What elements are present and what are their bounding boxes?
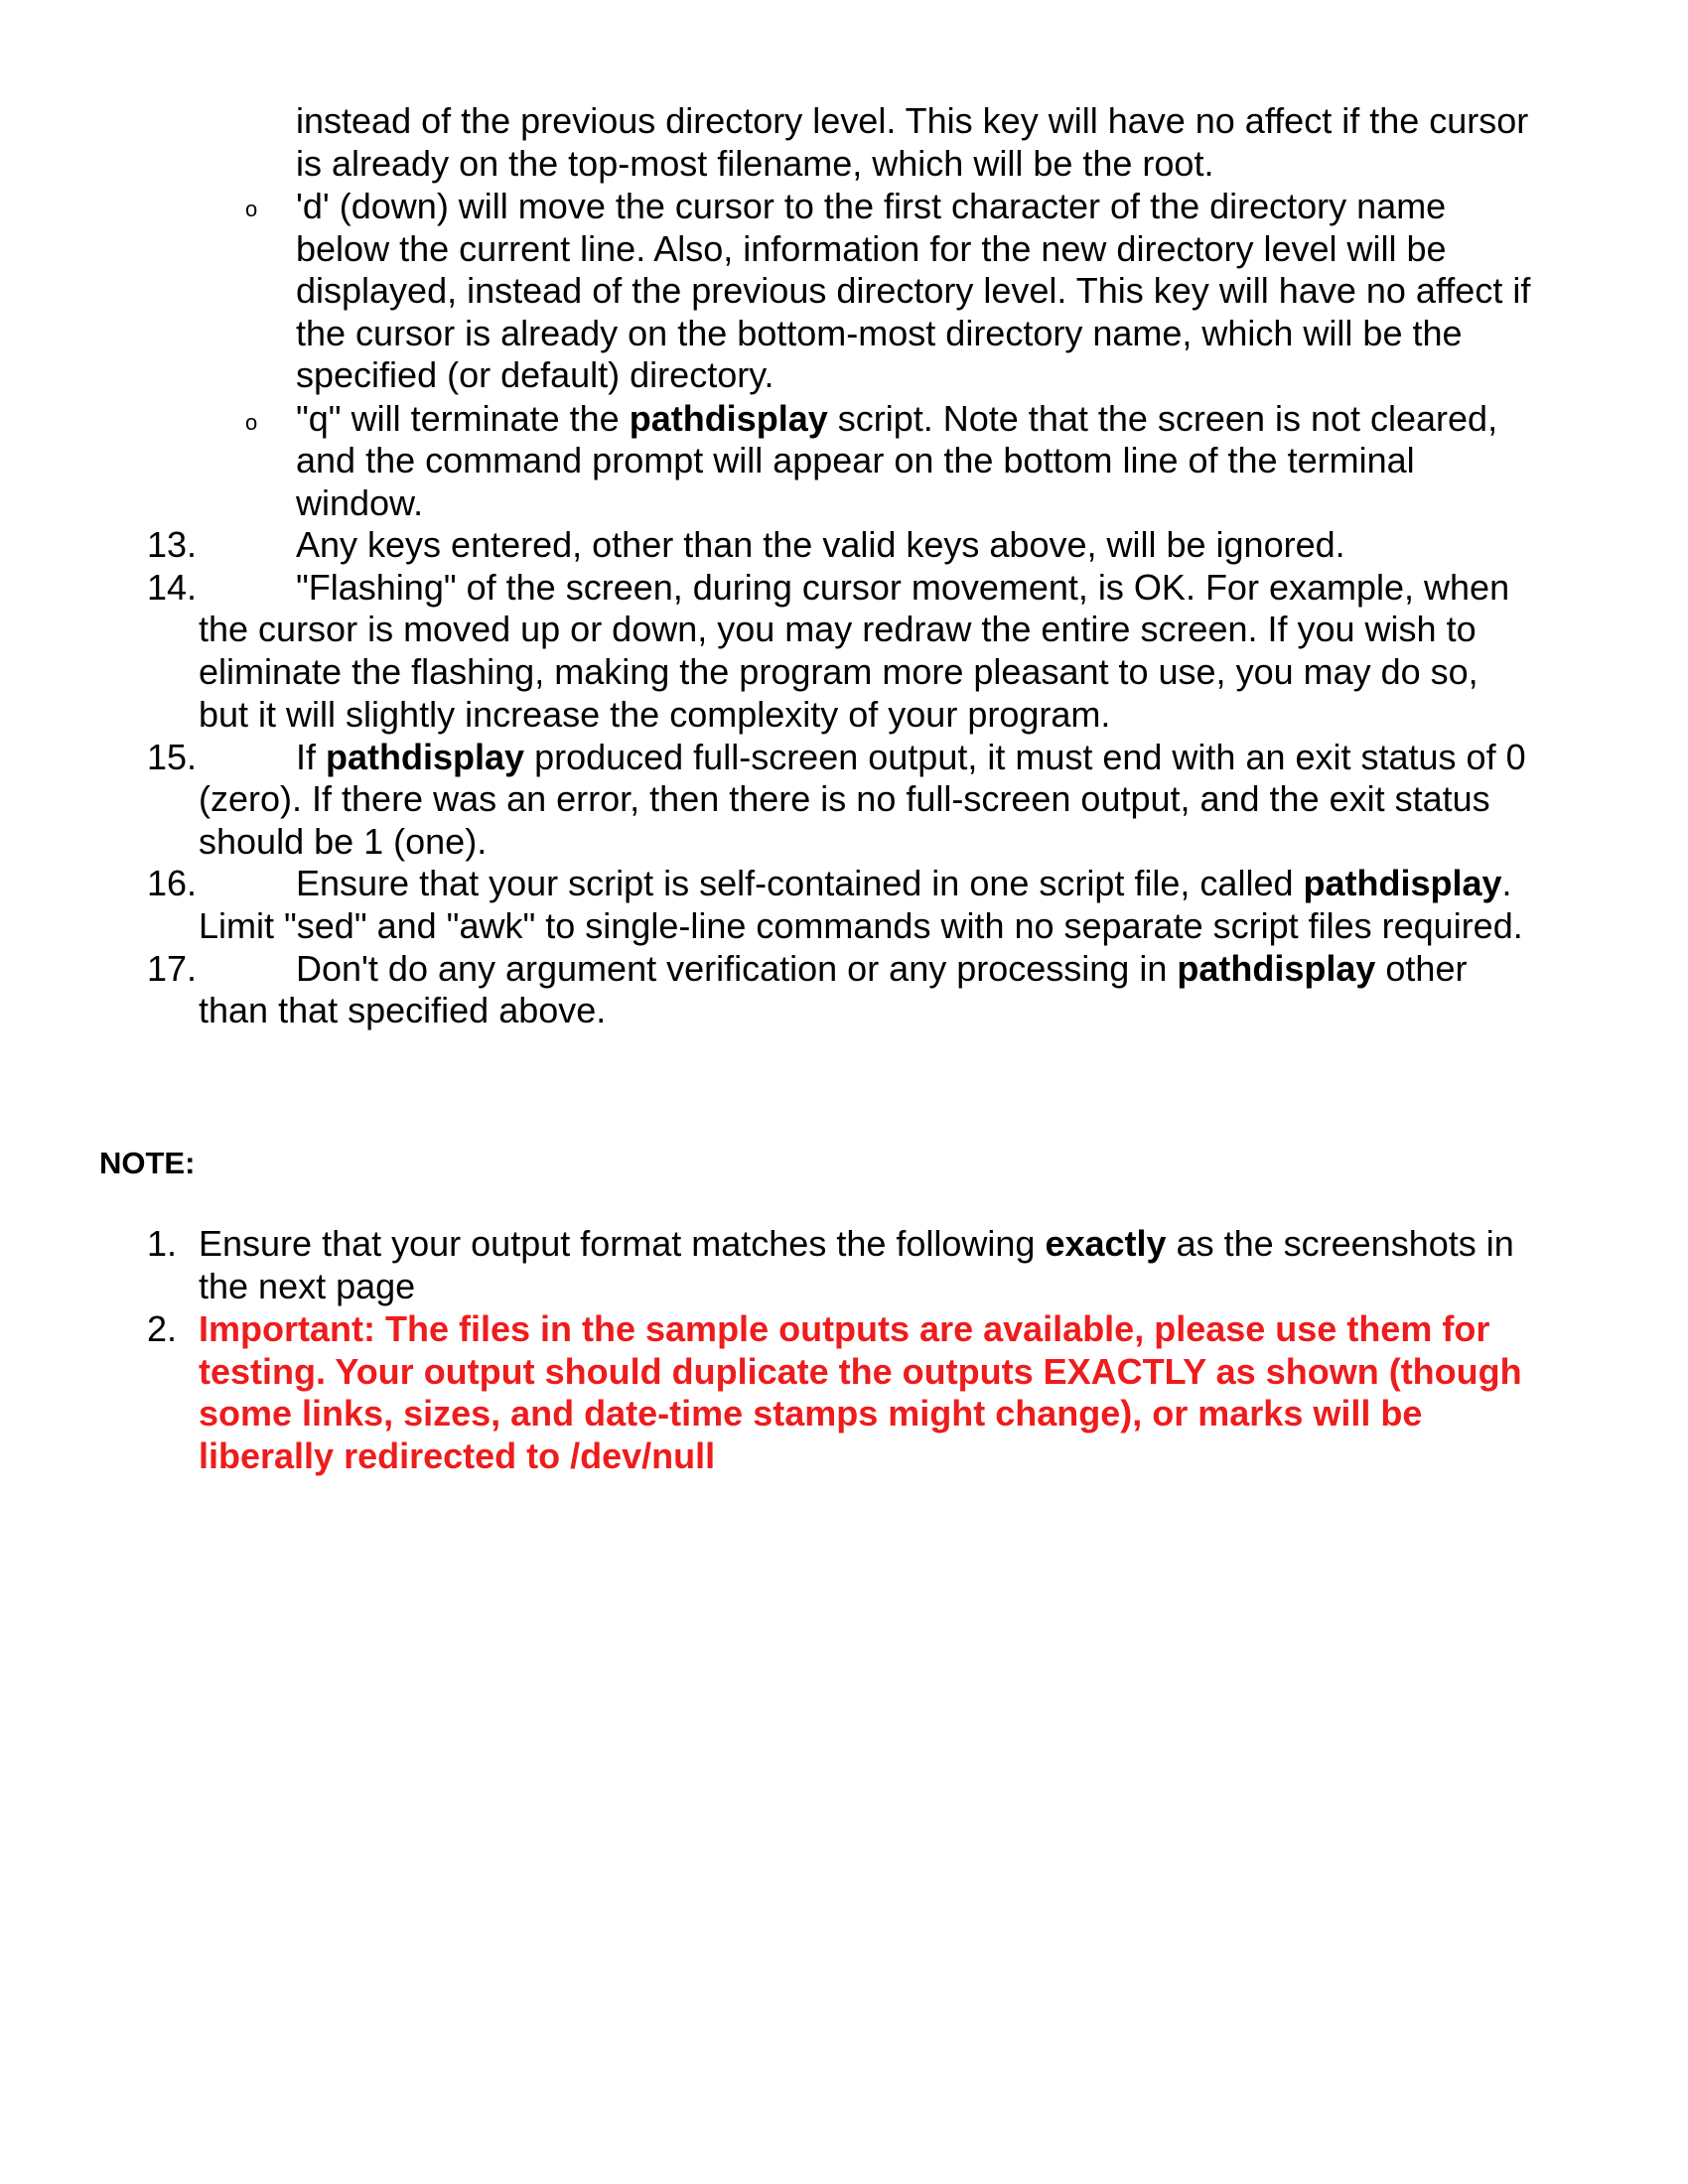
item-number: 15.	[147, 737, 198, 777]
note-1-emphasis: exactly	[1045, 1223, 1167, 1264]
item-number: 16.	[147, 863, 198, 903]
item-17-command: pathdisplay	[1177, 948, 1376, 989]
note-1-text-pre: Ensure that your output format matches the following	[199, 1223, 1046, 1264]
item-16-text-pre: Ensure that your script is self-contained in one script file, called	[296, 863, 1304, 903]
item-17-text: than that specified above.	[199, 990, 607, 1030]
note-number: 2.	[147, 1308, 178, 1349]
item-13-text: Any keys entered, other than the valid keys above, will be ignored.	[296, 524, 1345, 565]
note-1-text	[199, 1223, 1514, 1265]
note-2-important: liberally redirected to /dev/null	[199, 1435, 716, 1476]
bullet-icon: o	[245, 410, 258, 435]
bullet-q-line: and the command prompt will appear on the bottom line of the terminal	[296, 440, 1415, 480]
item-15-text-pre: If	[296, 737, 327, 777]
item-16-text-post: .	[1501, 863, 1512, 903]
item-15-text	[296, 737, 1526, 778]
item-16-text: Limit "sed" and "awk" to single-line commands with no separate script files required.	[199, 905, 1523, 946]
note-2-important: Important: The files in the sample outputs are available, please use them for	[199, 1308, 1490, 1349]
bullet-q-text: script. Note that the screen is not cleared,	[827, 398, 1498, 439]
bullet-d-line: displayed, instead of the previous directory level. This key will have no affect if	[296, 270, 1531, 311]
item-17-text	[296, 948, 1467, 990]
bullet-q-text: "q" will terminate the	[296, 398, 630, 439]
item-15-text: (zero). If there was an error, then there is no full-screen output, and the exit status	[199, 778, 1490, 819]
note-heading: NOTE:	[99, 1146, 196, 1180]
note-1-text: the next page	[199, 1266, 416, 1306]
bullet-q-line: window.	[296, 482, 424, 523]
item-14-text: "Flashing" of the screen, during cursor movement, is OK. For example, when	[296, 567, 1510, 608]
continuation-line: is already on the top-most filename, which will be the root.	[296, 143, 1214, 184]
item-16-command: pathdisplay	[1303, 863, 1502, 903]
item-15-command: pathdisplay	[326, 737, 525, 777]
item-number: 13.	[147, 524, 198, 565]
item-14-text: but it will slightly increase the complexity of your program.	[199, 694, 1111, 735]
bullet-d-line: 'd' (down) will move the cursor to the first character of the directory name	[296, 186, 1447, 226]
note-1-text-post: as the screenshots in	[1166, 1223, 1514, 1264]
item-number: 14.	[147, 567, 198, 608]
item-14-text: eliminate the flashing, making the program more pleasant to use, you may do so,	[199, 651, 1478, 692]
note-2-important: some links, sizes, and date-time stamps might change), or marks will be	[199, 1393, 1423, 1433]
item-17-text-post: other	[1375, 948, 1468, 989]
note-2-important: testing. Your output should duplicate the outputs EXACTLY as shown (though	[199, 1351, 1522, 1392]
item-17-text-pre: Don't do any argument verification or any processing in	[296, 948, 1178, 989]
item-number: 17.	[147, 948, 198, 989]
bullet-d-line: the cursor is already on the bottom-most directory name, which will be the	[296, 313, 1463, 353]
note-number: 1.	[147, 1223, 178, 1264]
bullet-icon: o	[245, 197, 258, 221]
item-16-text	[296, 863, 1512, 904]
item-14-text: the cursor is moved up or down, you may redraw the entire screen. If you wish to	[199, 609, 1477, 649]
item-15-text-post: produced full-screen output, it must end with an exit status of 0	[524, 737, 1526, 777]
continuation-line: instead of the previous directory level. This key will have no affect if the cursor	[296, 100, 1529, 141]
item-15-text: should be 1 (one).	[199, 821, 488, 862]
bullet-q-line	[296, 398, 1497, 440]
bullet-d-line: below the current line. Also, information for the new directory level will be	[296, 228, 1447, 269]
bullet-q-command: pathdisplay	[629, 398, 828, 439]
bullet-d-line: specified (or default) directory.	[296, 354, 774, 395]
